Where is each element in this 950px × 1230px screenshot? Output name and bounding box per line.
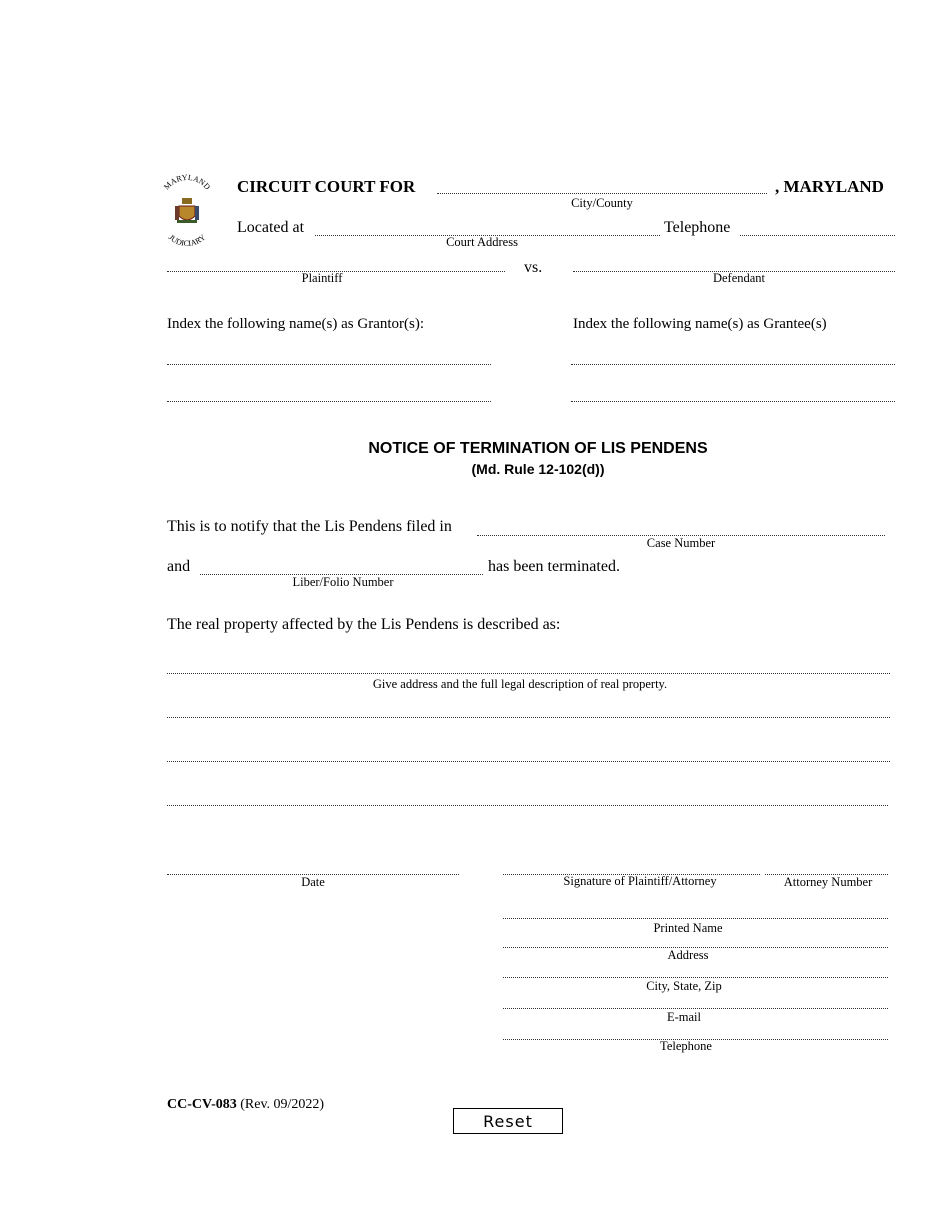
- court-address-label: Court Address: [446, 235, 518, 249]
- court-telephone-field[interactable]: [740, 235, 895, 236]
- plaintiff-label: Plaintiff: [301, 271, 343, 285]
- telephone-label: Telephone: [664, 219, 731, 236]
- grantor-field-1[interactable]: [167, 364, 491, 365]
- grantee-label: Index the following name(s) as Grantee(s): [573, 316, 827, 332]
- attorney-number-label: Attorney Number: [783, 875, 873, 889]
- printed-name-label: Printed Name: [653, 921, 723, 935]
- and-text: and: [167, 558, 191, 575]
- address-label: Address: [667, 948, 709, 962]
- maryland-judiciary-seal: [155, 174, 219, 248]
- svg-text:MARYLAND: MARYLAND: [162, 174, 213, 192]
- vs-text: vs.: [524, 259, 543, 276]
- grantee-field-1[interactable]: [571, 364, 895, 365]
- svg-text:JUDICIARY: JUDICIARY: [166, 232, 208, 248]
- telephone-label: Telephone: [660, 1039, 712, 1053]
- property-field-2[interactable]: [167, 717, 890, 718]
- reset-button[interactable]: Reset: [453, 1108, 563, 1134]
- liber-folio-label: Liber/Folio Number: [292, 575, 394, 589]
- city-state-zip-label: City, State, Zip: [646, 979, 722, 993]
- located-at-label: Located at: [237, 219, 305, 236]
- property-field-3[interactable]: [167, 761, 890, 762]
- grantor-field-2[interactable]: [167, 401, 491, 402]
- signature-label: Signature of Plaintiff/Attorney: [563, 874, 717, 888]
- form-number: CC-CV-083: [167, 1097, 237, 1112]
- form-revision: (Rev. 09/2022): [240, 1097, 325, 1112]
- property-field-1[interactable]: [167, 673, 890, 674]
- property-label: Give address and the full legal description of real property.: [372, 677, 668, 691]
- grantor-label: Index the following name(s) as Grantor(s):: [167, 316, 425, 332]
- email-field[interactable]: [503, 1008, 888, 1009]
- city-county-field[interactable]: [437, 193, 767, 194]
- date-label: Date: [301, 875, 325, 889]
- court-suffix: , MARYLAND: [775, 177, 884, 196]
- form-rule: (Md. Rule 12-102(d)): [471, 461, 605, 477]
- court-prefix: CIRCUIT COURT FOR: [237, 177, 416, 196]
- city-state-zip-field[interactable]: [503, 977, 888, 978]
- case-number-label: Case Number: [646, 536, 716, 550]
- email-label: E-mail: [666, 1010, 702, 1024]
- property-field-4[interactable]: [167, 805, 888, 806]
- notify-text: This is to notify that the Lis Pendens filed in: [167, 518, 452, 535]
- grantee-field-2[interactable]: [571, 401, 895, 402]
- city-county-label: City/County: [571, 196, 633, 210]
- defendant-label: Defendant: [712, 271, 766, 285]
- property-text: The real property affected by the Lis Pendens is described as:: [167, 616, 561, 633]
- form-footer: [167, 1097, 324, 1113]
- printed-name-field[interactable]: [503, 918, 888, 919]
- terminated-text: has been terminated.: [488, 558, 620, 575]
- form-title: NOTICE OF TERMINATION OF LIS PENDENS: [368, 440, 708, 457]
